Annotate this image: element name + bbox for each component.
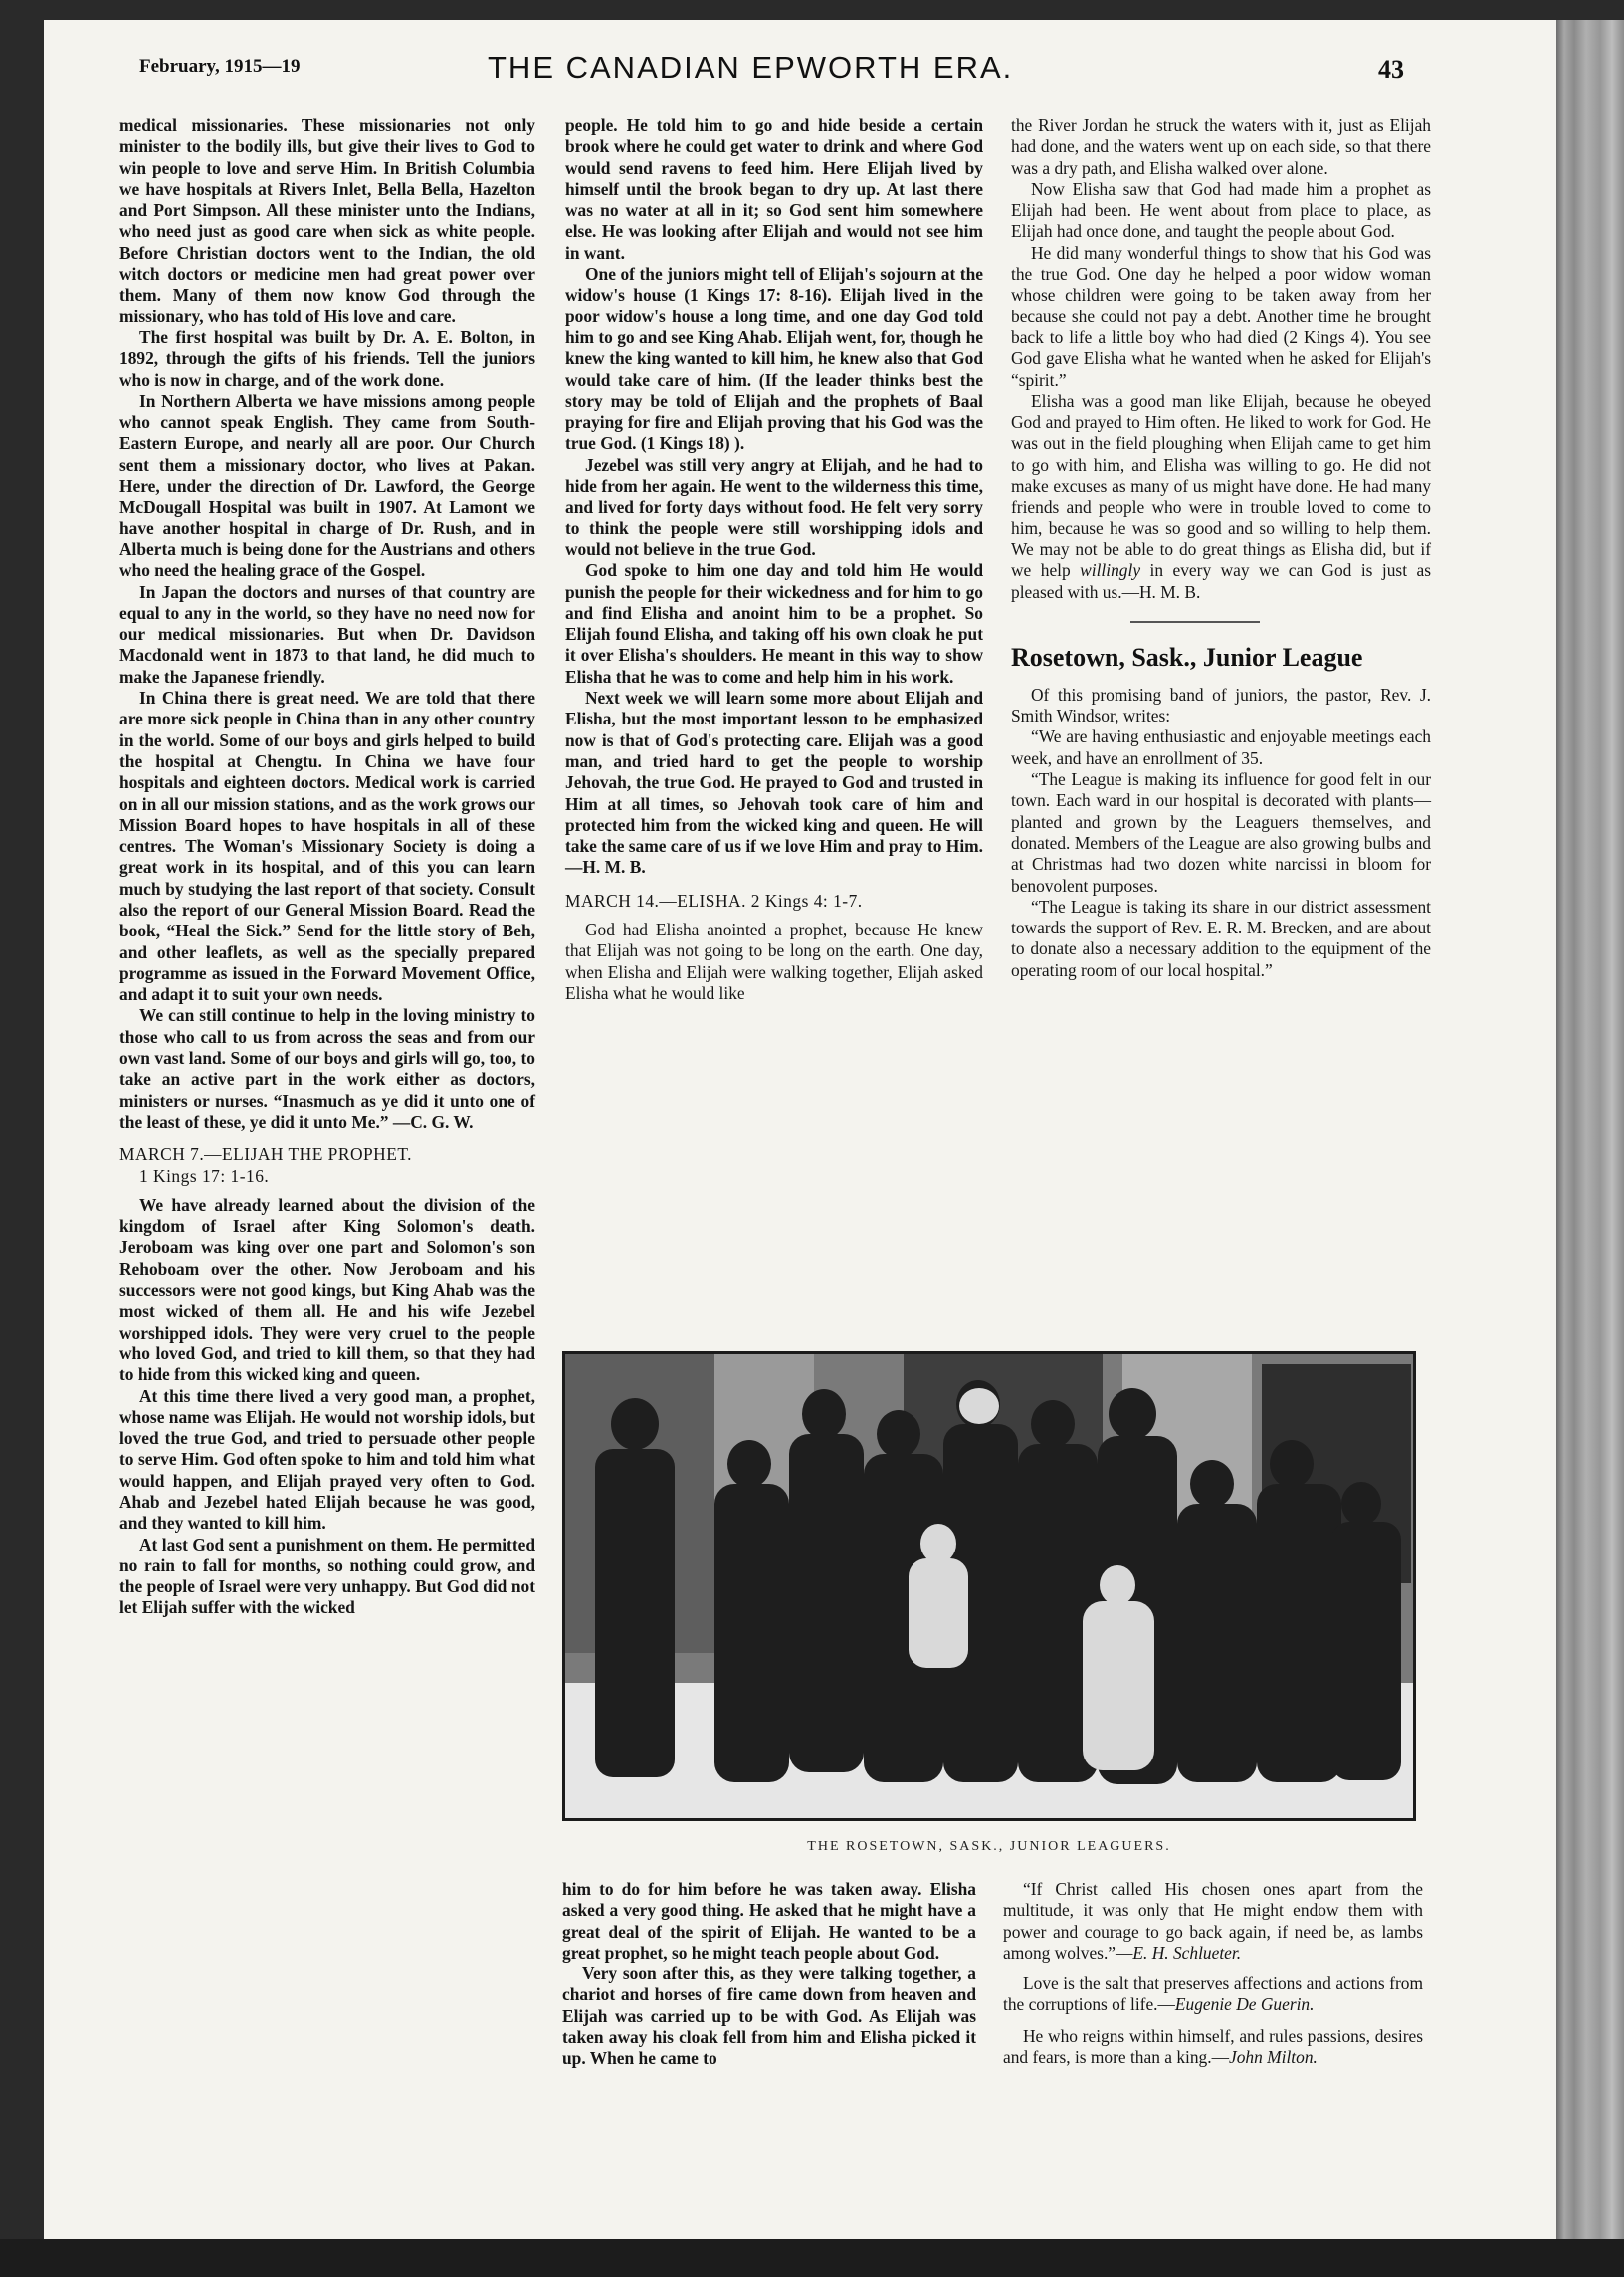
- paragraph: him to do for him before he was taken away. Elisha asked a very good thing. He asked that he might have a great deal of the spirit of Elijah. He wanted to be a great prophet, so he might teach people about God.: [562, 1879, 976, 1963]
- person-head: [1270, 1440, 1314, 1488]
- paragraph: people. He told him to go and hide beside a certain brook where he could get water to drink and where God would send ravens to feed him. Here Elijah lived by himself until the brook began to dry up. At last there was no water at all in it; so God sent him somewhere else. He was looking after Elijah and would not see him in want.: [565, 115, 983, 263]
- quotation-author: E. H. Schlueter.: [1132, 1942, 1242, 1963]
- person-head: [1100, 1565, 1135, 1605]
- person-body: [909, 1558, 968, 1668]
- column-3: [1011, 115, 1431, 981]
- paragraph: We can still continue to help in the loving ministry to those who call to us from across the seas and from our own vast land. Some of our boys and girls will go, too, to take an active part in the work either as doctors, ministers or nurses. “Inasmuch as ye did it unto one of the least of these, ye did it unto Me.” —C. G. W.: [119, 1005, 535, 1132]
- column-4: [562, 1879, 976, 2070]
- photo-caption: THE ROSETOWN, SASK., JUNIOR LEAGUERS.: [807, 1839, 1171, 1854]
- person-head: [802, 1389, 846, 1439]
- person-head: [877, 1410, 920, 1458]
- person-body: [789, 1434, 864, 1772]
- column-1: [119, 115, 535, 1619]
- paragraph-text: in every way we can God is just as pleased with us.—H. M. B.: [1011, 560, 1431, 602]
- page-number: 43: [1378, 55, 1404, 84]
- person-body: [1083, 1601, 1154, 1770]
- lesson-heading-title: MARCH 7.—ELIJAH THE PROPHET.: [119, 1144, 413, 1165]
- lesson-heading: MARCH 14.—ELISHA. 2 Kings 4: 1-7.: [565, 890, 863, 911]
- paragraph: the River Jordan he struck the waters with it, just as Elijah had done, and the waters went up on each side, so that there was a dry path, and Elisha walked over alone.: [1011, 115, 1431, 178]
- person-head: [611, 1398, 659, 1450]
- quotation: [1003, 1973, 1423, 2016]
- person-body: [1331, 1522, 1401, 1780]
- quotation: [1003, 2026, 1423, 2069]
- paragraph: [1011, 391, 1431, 603]
- paragraph: In China there is great need. We are told that there are more sick people in China than in any other country in the world. Some of our boys and girls helped to build the hospital at Chengtu. In China we have four hospitals and eighteen doctors. Medical work is carried on in all our mission stations, and as the work grows our Mission Board hopes to have hospitals in all of these centres. The Woman's Missionary Society is doing a great work in its hospital, and of this you can learn much by studying the last report of that society. Consult also the report of our General Mission Board. Read the book, “Heal the Sick.” Send for the little story of Beh, and other leaflets, as well as the specially prepared programme as issued in the Forward Movement Office, and adapt it to suit your own needs.: [119, 688, 535, 1005]
- scan-bottom-edge: [0, 2239, 1624, 2277]
- lesson-heading-reference: 1 Kings 17: 1-16.: [139, 1165, 270, 1186]
- person-body: [714, 1484, 789, 1782]
- magazine-title: THE CANADIAN EPWORTH ERA.: [488, 50, 1014, 85]
- paragraph: At this time there lived a very good man, a prophet, whose name was Elijah. He would not worship idols, but loved the true God, and tried to persuade other people to serve Him. God often spoke to him and told him what would happen, and Elijah prayed very often to God. Ahab and Jezebel hated Elijah because he was good, and they wanted to kill him.: [119, 1385, 535, 1534]
- column-2: [565, 115, 983, 1004]
- paragraph: “The League is making its influence for good felt in our town. Each ward in our hospital is decorated with plants—planted and grown by the Leaguers themselves, and donated. Members of the League are also growing bulbs and at Christmas had two dozen white narcissi in bloom for benovolent purposes.: [1011, 769, 1431, 896]
- quotation-author: John Milton.: [1228, 2047, 1318, 2068]
- paragraph: At last God sent a punishment on them. He permitted no rain to fall for months, so nothing could grow, and the people of Israel were very unhappy. But God did not let Elijah suffer with the wicked: [119, 1534, 535, 1618]
- person-head: [1109, 1388, 1156, 1440]
- quotation-text: He who reigns within himself, and rules passions, desires and fears, is more than a king.—: [1003, 2025, 1423, 2068]
- person-body: [595, 1449, 675, 1777]
- paragraph: Of this promising band of juniors, the pastor, Rev. J. Smith Windsor, writes:: [1011, 684, 1431, 726]
- quotation-text: Love is the salt that preserves affections and actions from the corruptions of life.—: [1003, 1973, 1423, 2015]
- paragraph: In Northern Alberta we have missions among people who cannot speak English. They came from South-Eastern Europe, and nearly all are poor. Our Church sent them a missionary doctor, who lives at Pakan. Here, under the direction of Dr. Lawford, the George McDougall Hospital was built in 1907. At Lamont we have another hospital in charge of Dr. Rush, and in Alberta much is being done for the Austrians and others who need the healing grace of the Gospel.: [119, 390, 535, 581]
- issue-date: February, 1915—19: [139, 56, 301, 77]
- lesson-heading: [119, 1144, 535, 1187]
- person-head: [1031, 1400, 1075, 1448]
- quotation-author: Eugenie De Guerin.: [1174, 1994, 1315, 2015]
- book-binding-edge: [1556, 20, 1624, 2277]
- paragraph: Next week we will learn some more about Elijah and Elisha, but the most important lesson to be emphasized now is that of God's protecting care. Elijah was a good man, and tried hard to get the people to worship Jehovah, the true God. He prayed to God and trusted in Him at all times, so Jehovah took care of him and protected him from the wicked king and queen. He will take the same care of us if we love Him and pray to Him.—H. M. B.: [565, 688, 983, 878]
- person-hat: [959, 1388, 999, 1424]
- paragraph: The first hospital was built by Dr. A. E. Bolton, in 1892, through the gifts of his friends. Tell the juniors who is now in charge, and of the work done.: [119, 326, 535, 390]
- paragraph: Very soon after this, as they were talking together, a chariot and horses of fire came down from heaven and Elijah was carried up to be with God. As Elijah was taken away his cloak fell from him and Elisha picked it up. When he came to: [562, 1964, 976, 2069]
- paragraph: Now Elisha saw that God had made him a prophet as Elijah had been. He went about from place to place, as Elijah had once done, and taught the people about God.: [1011, 178, 1431, 242]
- paragraph: “We are having enthusiastic and enjoyable meetings each week, and have an enrollment of 35.: [1011, 726, 1431, 768]
- paragraph: “The League is taking its share in our district assessment towards the support of Rev. E. R. M. Brecken, and are about to donate also a necessary addition to the equipment of the operating room of our local hospital.”: [1011, 896, 1431, 980]
- paragraph: Jezebel was still very angry at Elijah, and he had to hide from her again. He went to the wilderness this time, and lived for forty days without food. He felt very sorry to think the people were still worshipping idols and would not believe in the true God.: [565, 454, 983, 559]
- section-divider: [1130, 621, 1260, 623]
- person-body: [1177, 1504, 1257, 1782]
- paragraph: In Japan the doctors and nurses of that country are equal to any in the world, so they have no need now for our medical missionaries. But when Dr. Davidson Macdonald went in 1873 to that land, he did much to make the Japanese friendly.: [119, 581, 535, 687]
- person-head: [1341, 1482, 1381, 1526]
- group-photograph: [562, 1351, 1416, 1821]
- article-title: Rosetown, Sask., Junior League: [1011, 642, 1363, 672]
- paragraph: God had Elisha anointed a prophet, because He knew that Elijah was not going to be long on the earth. One day, when Elisha and Elijah were walking together, Elijah asked Elisha what he would like: [565, 919, 983, 1003]
- quotation: [1003, 1879, 1423, 1964]
- quotation-text: “If Christ called His chosen ones apart from the multitude, it was only that He might endow them with power and courage to go back again, if need be, as lambs among wolves.”—: [1003, 1879, 1423, 1963]
- column-5: [1003, 1879, 1423, 2068]
- person-body: [1257, 1484, 1341, 1782]
- paragraph: We have already learned about the division of the kingdom of Israel after King Solomon's death. Jeroboam was king over one part and Solomon's son Rehoboam over the other. Now Jeroboam and his successors were not good kings, but King Ahab was the most wicked of them all. He and his wife Jezebel worshipped idols. They were very cruel to the people who loved God, and tried to kill them, so that they had to hide from this wicked king and queen.: [119, 1194, 535, 1385]
- photo-illustration: [565, 1354, 1413, 1818]
- paragraph: God spoke to him one day and told him He would punish the people for their wickedness and for him to go and find Elisha and anoint him to be a prophet. So Elijah found Elisha, and taking off his own cloak he put it over Elisha's shoulders. He meant in this way to show Elisha that he was to come and help him in his work.: [565, 560, 983, 687]
- paragraph: One of the juniors might tell of Elijah's sojourn at the widow's house (1 Kings 17: 8-16). Elijah lived in the poor widow's house a long time, and one day God told him to go and see King Ahab. Elijah went, for, though he knew the king wanted to kill him, he knew also that God would take care of him. (If the leader thinks best the story may be told of Elijah and the prophets of Baal praying for fire and Elijah proving that his God was the true God. (1 Kings 18) ).: [565, 264, 983, 454]
- paragraph: He did many wonderful things to show that his God was the true God. One day he helped a poor widow woman whose children were going to be taken away from her because she could not pay a debt. Another time he brought back to life a little boy who had died (2 Kings 4). You see God gave Elisha what he wanted when he asked for Elijah's “spirit.”: [1011, 242, 1431, 390]
- person-head: [727, 1440, 771, 1488]
- person-head: [1190, 1460, 1234, 1508]
- paragraph: medical missionaries. These missionaries not only minister to the bodily ills, but give their lives to God to win people to love and serve Him. In British Columbia we have hospitals at Rivers Inlet, Bella Bella, Hazelton and Port Simpson. All these minister unto the Indians, who need just as good care when sick as white people. Before Christian doctors went to the Indian, the old witch doctors or medicine men had great power over them. Many of them now know God through the missionary, who has told of His love and care.: [119, 115, 535, 326]
- paragraph-text: Elisha was a good man like Elijah, because he obeyed God and prayed to Him often. He liked to work for God. He was out in the field ploughing when Elijah came to get him to go with him, and Elisha was willing to go. He did not make excuses as many of us might have done. He had many friends and people who were in trouble loved to come to him, because he was so good and so willing to help them. We may not be able to do great things as Elisha did, but if we help: [1011, 390, 1431, 581]
- person-head: [920, 1524, 956, 1563]
- emphasis: willingly: [1080, 560, 1141, 581]
